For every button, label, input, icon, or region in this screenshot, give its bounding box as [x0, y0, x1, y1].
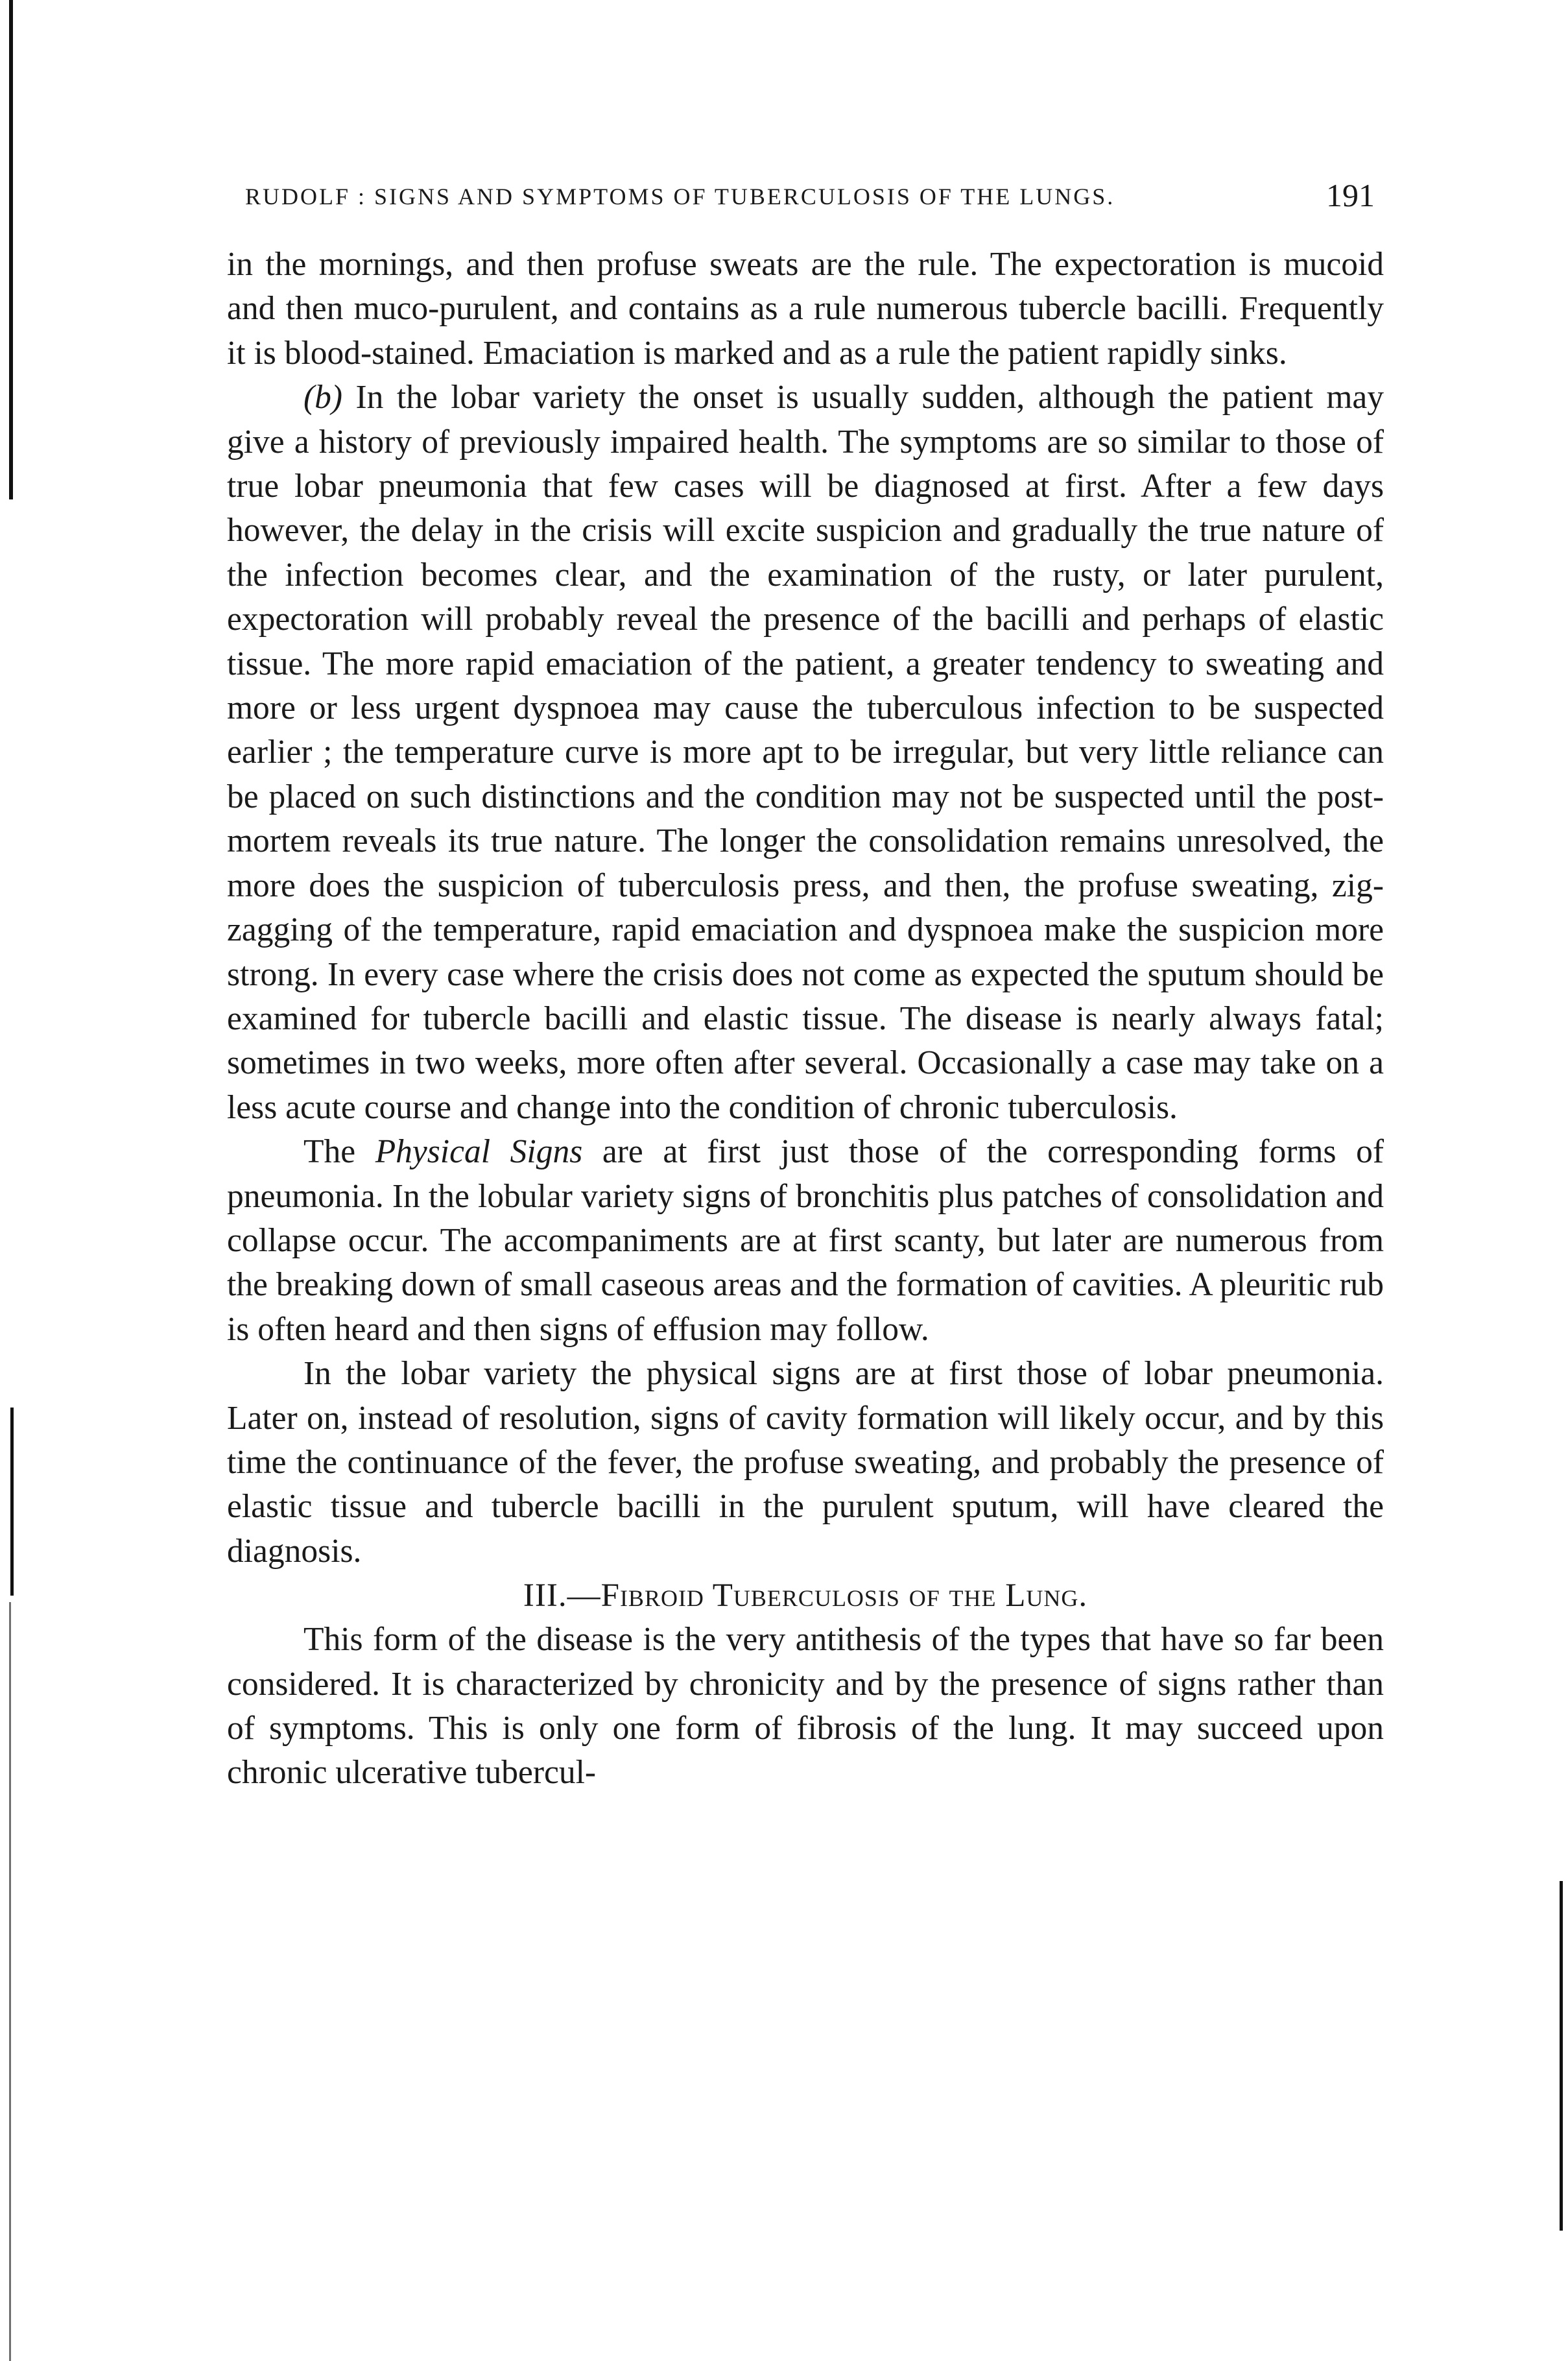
- running-head: RUDOLF : SIGNS AND SYMPTOMS OF TUBERCULOSIS OF THE LUNGS.: [245, 184, 1115, 210]
- body-text: [227, 243, 1384, 1795]
- page-header: [245, 176, 1375, 228]
- paragraph-physical-signs: [227, 1130, 1384, 1352]
- paragraph-text: In the lobar variety the onset is usually sudden, although the patient may give a history of previously impaired health. The symptoms are so similar to those of true lobar pneumonia that few cases will be diagnosed at first. After a few days however, the delay in the crisis will excite suspicion and gradually the true nature of the infection becomes clear, and the examination of the rusty, or later purulent, expectoration will probably reveal the presence of the bacilli and perhaps of elastic tissue. The more rapid emaciation of the patient, a greater tendency to sweating and more or less urgent dyspnoea may cause the tuberculous infection to be suspected earlier ; the temperature curve is more apt to be irregular, but very little reliance can be placed on such distinctions and the condition may not be suspected until the post-mortem reveals its true nature. The longer the consolidation remains unresolved, the more does the suspicion of tuberculosis press, and then, the profuse sweating, zigzagging of the temperature, rapid emaciation and dyspnoea make the suspicion more strong. In every case where the crisis does not come as expected the sputum should be examined for tubercle bacilli and elastic tissue. The disease is nearly always fatal; sometimes in two weeks, more often after several. Occasionally a case may take on a less acute course and change into the condition of chronic tuberculosis.: [227, 379, 1384, 1126]
- scan-edge-mark: [9, 1602, 11, 2361]
- page-number: 191: [1326, 177, 1375, 213]
- scan-edge-mark: [10, 1408, 14, 1596]
- emphasized-term: Physical Signs: [375, 1133, 583, 1171]
- scan-edge-mark: [1560, 1881, 1563, 2231]
- paragraph-fibroid: This form of the disease is the very antithesis of the types that have so far been considered. It is characterized by chronicity and by the presence of signs rather than of symptoms. This is only one form of fibrosis of the lung. It may succeed upon chronic ulcerative tubercul-: [227, 1621, 1384, 1792]
- scan-edge-mark: [9, 0, 13, 499]
- paragraph-continuation: in the mornings, and then profuse sweats are the rule. The expectoration is mucoid and then muco-purulent, and contains as a rule numerous tubercle bacilli. Frequently it is blood-stained. Emaciation is marked and as a rule the patient rapidly sinks.: [227, 246, 1384, 372]
- paragraph-lobar-variety: [227, 376, 1384, 1130]
- paragraph-text: are at first just those of the corresponding forms of pneumonia. In the lobular variety signs of bronchitis plus patches of consolidation and collapse occur. The accompaniments are at first scanty, but later are numerous from the breaking down of small caseous areas and the formation of cavities. A pleuritic rub is often heard and then signs of effusion may follow.: [227, 1133, 1384, 1348]
- paragraph-lobar-physical-signs: In the lobar variety the physical signs are at first those of lobar pneumonia. Later on, instead of resolution, signs of cavity formation will likely occur, and by this time the continuance of the fever, the profuse sweating, and probably the presence of elastic tissue and tubercle bacilli in the purulent sputum, will have cleared the diagnosis.: [227, 1355, 1384, 1570]
- paragraph-lead: The: [303, 1133, 375, 1171]
- list-label: (b): [303, 379, 343, 416]
- section-heading: III.—Fibroid Tuberculosis of the Lung.: [523, 1577, 1088, 1614]
